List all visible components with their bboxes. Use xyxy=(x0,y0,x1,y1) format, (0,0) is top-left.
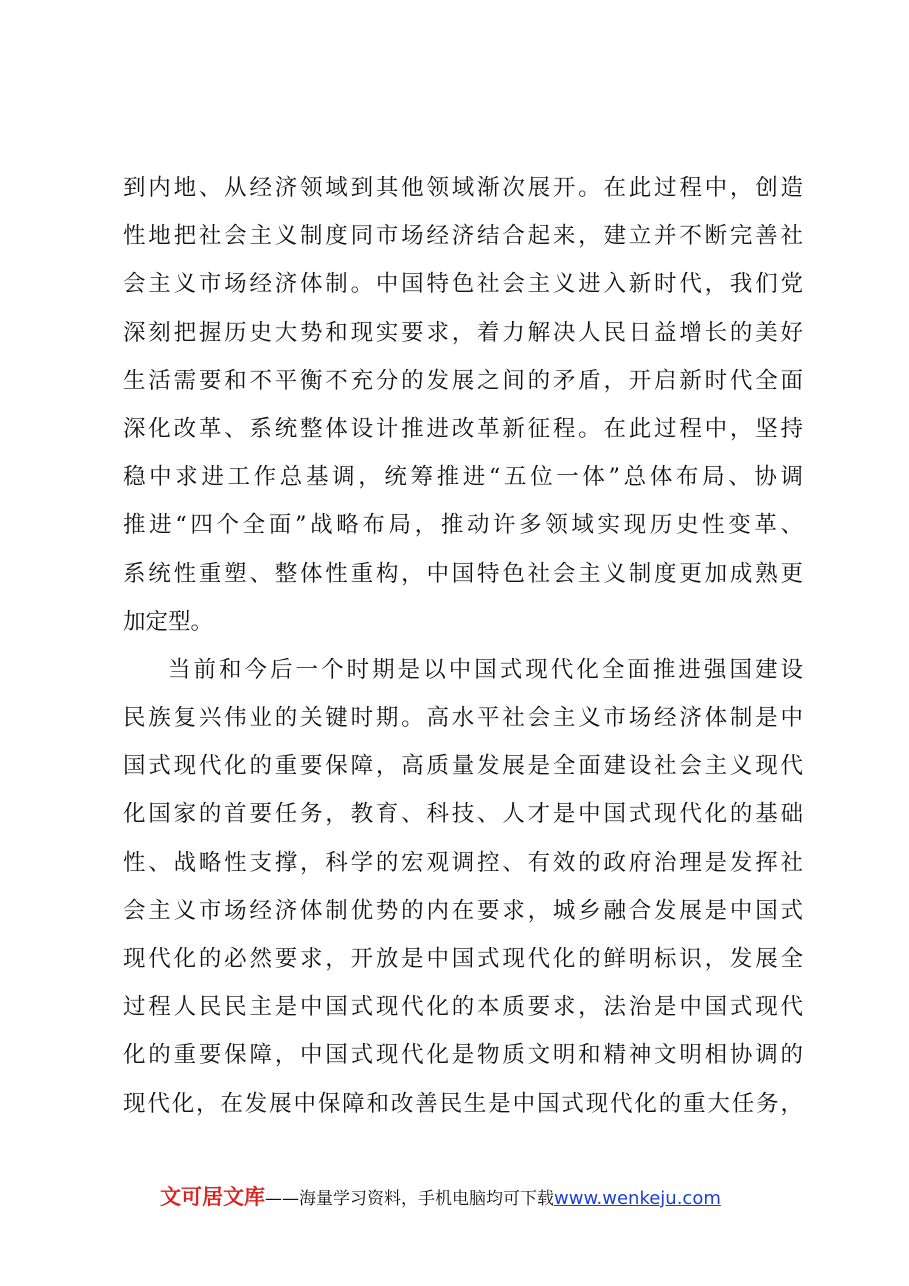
text-line: 民族复兴伟业的关键时期。高水平社会主义市场经济体制是中 xyxy=(123,705,803,732)
text-line: 到内地、从经济领域到其他领域渐次展开。在此过程中，创造 xyxy=(123,175,803,201)
text-line: 化的重要保障，中国式现代化是物质文明和精神文明相协调的 xyxy=(123,1042,803,1069)
text-line: 生活需要和不平衡不充分的发展之间的矛盾，开启新时代全面 xyxy=(123,367,803,394)
footer-brand: 文可居文库 xyxy=(160,1185,265,1209)
text-line: 化国家的首要任务，教育、科技、人才是中国式现代化的基础 xyxy=(123,801,803,828)
text-line: 性地把社会主义制度同市场经济结合起来，建立并不断完善社 xyxy=(123,223,803,250)
text-line: 推进“四个全面”战略布局，推动许多领域实现历史性变革、 xyxy=(123,512,803,539)
footer-tagline: ——海量学习资料，手机电脑均可下载 xyxy=(265,1189,554,1209)
text-line: 性、战略性支撑，科学的宏观调控、有效的政府治理是发挥社 xyxy=(123,849,803,876)
footer-banner xyxy=(160,1182,860,1212)
document-body xyxy=(123,164,803,1128)
text-line: 会主义市场经济体制。中国特色社会主义进入新时代，我们党 xyxy=(123,271,803,298)
text-line: 深刻把握历史大势和现实要求，着力解决人民日益增长的美好 xyxy=(123,319,803,346)
footer-url-link[interactable]: www.wenkeju.com xyxy=(554,1188,721,1209)
text-line: 现代化的必然要求，开放是中国式现代化的鲜明标识，发展全 xyxy=(123,946,803,972)
text-line: 国式现代化的重要保障，高质量发展是全面建设社会主义现代 xyxy=(123,753,803,780)
text-line: 加定型。 xyxy=(123,608,214,635)
text-line: 现代化，在发展中保障和改善民生是中国式现代化的重大任务， xyxy=(123,1090,803,1117)
text-line: 会主义市场经济体制优势的内在要求，城乡融合发展是中国式 xyxy=(123,897,803,924)
text-line: 过程人民民主是中国式现代化的本质要求，法治是中国式现代 xyxy=(123,994,803,1021)
text-line: 稳中求进工作总基调，统筹推进“五位一体”总体布局、协调 xyxy=(123,464,803,491)
text-line: 系统性重塑、整体性重构，中国特色社会主义制度更加成熟更 xyxy=(123,560,803,587)
paragraph-first-line: 当前和今后一个时期是以中国式现代化全面推进强国建设 xyxy=(168,656,803,683)
text-line: 深化改革、系统整体设计推进改革新征程。在此过程中，坚持 xyxy=(123,415,803,442)
